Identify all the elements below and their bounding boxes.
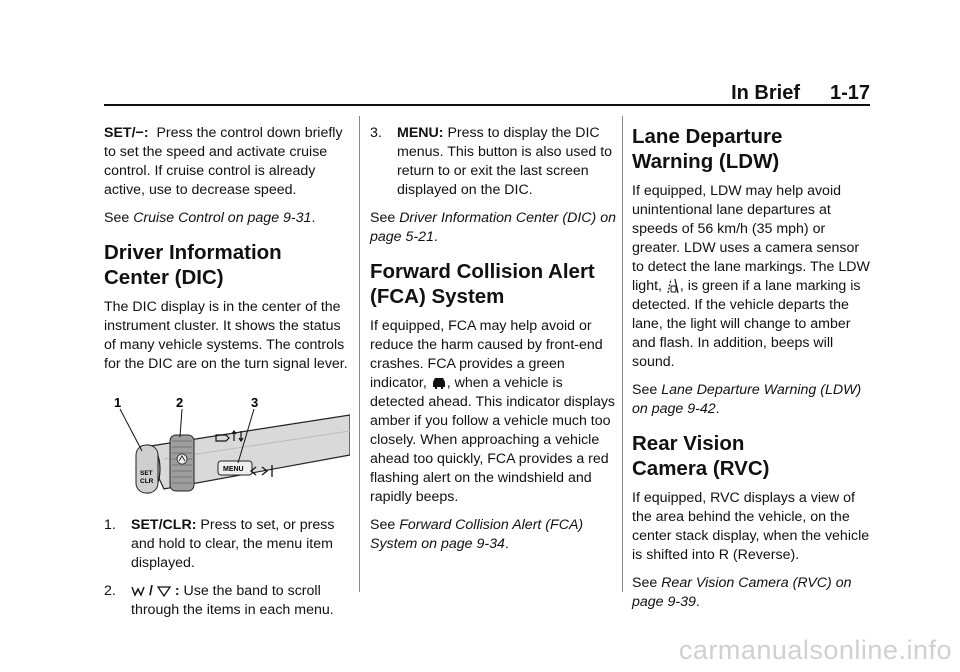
ldw-heading-line-2: Warning (LDW): [632, 150, 780, 173]
list-item-3: [370, 124, 616, 200]
column-divider-1: [359, 116, 360, 592]
column-3: [632, 124, 872, 621]
fca-heading: [370, 259, 616, 309]
fca-text-b: , when a vehicle is detected ahead. This indicator displays amber if you follow a vehicle much too closely. When approaching a vehicle ahead too quickly, FCA provides a red flashing alert on the windshield and rapidly beeps.: [370, 375, 616, 505]
see-ldw: [632, 381, 872, 419]
see-suffix: .: [695, 594, 700, 610]
set-text: Press the control down briefly to set the speed and activate cruise control. If cruise control is already active, use to decrease speed.: [104, 125, 343, 198]
rvc-link[interactable]: Rear Vision Camera (RVC) on page 9-39: [632, 575, 852, 610]
item-text: Use the band to scroll through the items in each menu.: [131, 583, 334, 618]
see-prefix: See: [104, 210, 134, 226]
fca-link[interactable]: Forward Collision Alert (FCA) System on page 9-34: [370, 517, 584, 552]
section-title: In Brief: [731, 82, 800, 104]
see-prefix: See: [632, 575, 662, 591]
set-paragraph: [104, 124, 350, 200]
set-label: SET/−:: [104, 125, 149, 141]
set-clr-label: SET/CLR:: [131, 517, 197, 533]
rvc-heading-line-2: Camera (RVC): [632, 457, 770, 480]
scroll-down-icon: [157, 585, 171, 597]
page-number: 1-17: [829, 82, 870, 104]
fca-heading-line-1: Forward Collision Alert: [370, 260, 595, 283]
item-number: 1.: [104, 517, 116, 533]
item-text: Press to display the DIC menus. This button is also used to return to or exit the last screen displayed on the DIC.: [397, 125, 613, 198]
ldw-text-a: If equipped, LDW may help avoid unintentional lane departures at speeds of 56 km/h (35 mph) or greater. LDW uses a camera sensor to detect the lane markings. The LDW light,: [632, 183, 870, 294]
ldw-heading-line-1: Lane Departure: [632, 125, 783, 148]
item-number: 3.: [370, 125, 382, 141]
vehicle-ahead-icon: [431, 376, 447, 390]
dic-heading: [104, 240, 350, 290]
rvc-heading: [632, 431, 872, 481]
lane-departure-icon: [666, 278, 680, 294]
see-rvc: [632, 574, 872, 612]
rvc-heading-line-1: Rear Vision: [632, 432, 745, 455]
header-rule: [104, 104, 870, 106]
see-suffix: .: [504, 536, 509, 552]
scroll-up-icon: [131, 585, 145, 597]
list-item-1: [104, 516, 350, 573]
set-clr-label-bottom: CLR: [140, 478, 154, 485]
see-suffix: .: [311, 210, 316, 226]
rvc-paragraph: If equipped, RVC displays a view of the area behind the vehicle, on the center stack display, when the vehicle is shifted into R (Reverse).: [632, 490, 870, 563]
set-clr-label-top: SET: [140, 470, 153, 477]
dic-heading-line-1: Driver Information: [104, 241, 282, 264]
fca-paragraph: [370, 317, 616, 507]
see-dic: [370, 209, 616, 247]
see-suffix: .: [433, 229, 438, 245]
item-text: Press to set, or press and hold to clear, the menu item displayed.: [131, 517, 335, 571]
menu-label: MENU:: [397, 125, 444, 141]
turn-signal-lever-figure: [104, 397, 350, 497]
list-item-2: [104, 582, 350, 620]
ldw-link[interactable]: Lane Departure Warning (LDW) on page 9-42: [632, 382, 862, 417]
icon-separator: /: [148, 583, 153, 599]
dic-link[interactable]: Driver Information Center (DIC) on page 5-21: [370, 210, 617, 245]
see-prefix: See: [370, 517, 400, 533]
callout-2: 2: [176, 397, 184, 410]
menu-button-label: MENU: [223, 466, 244, 473]
ldw-heading: [632, 124, 872, 174]
see-fca: [370, 516, 616, 554]
callout-1: 1: [114, 397, 122, 410]
fca-heading-line-2: (FCA) System: [370, 285, 505, 308]
column-1: [104, 124, 350, 629]
dic-paragraph: The DIC display is in the center of the instrument cluster. It shows the status of many vehicle systems. The controls for the DIC are on the turn signal lever.: [104, 299, 348, 372]
column-divider-2: [622, 116, 623, 592]
column-2: [370, 124, 616, 563]
ldw-text-b: , is green if a lane marking is detected. If the vehicle departs the lane, the light will change to amber and flash. In addition, beeps will sound.: [632, 278, 861, 370]
callout-3: 3: [251, 397, 259, 410]
cruise-control-link[interactable]: Cruise Control on page 9-31: [133, 210, 312, 226]
watermark: carmanualsonline.info: [678, 635, 952, 665]
see-prefix: See: [370, 210, 400, 226]
item-number: 2.: [104, 583, 116, 599]
dic-heading-line-2: Center (DIC): [104, 266, 224, 289]
ldw-paragraph: [632, 182, 872, 372]
icon-colon: :: [174, 583, 180, 599]
see-cruise-control: [104, 209, 350, 228]
see-suffix: .: [715, 401, 720, 417]
see-prefix: See: [632, 382, 662, 398]
fca-text-a: If equipped, FCA may help avoid or reduce the harm caused by front-end crashes. FCA provides a green indicator,: [370, 318, 603, 391]
